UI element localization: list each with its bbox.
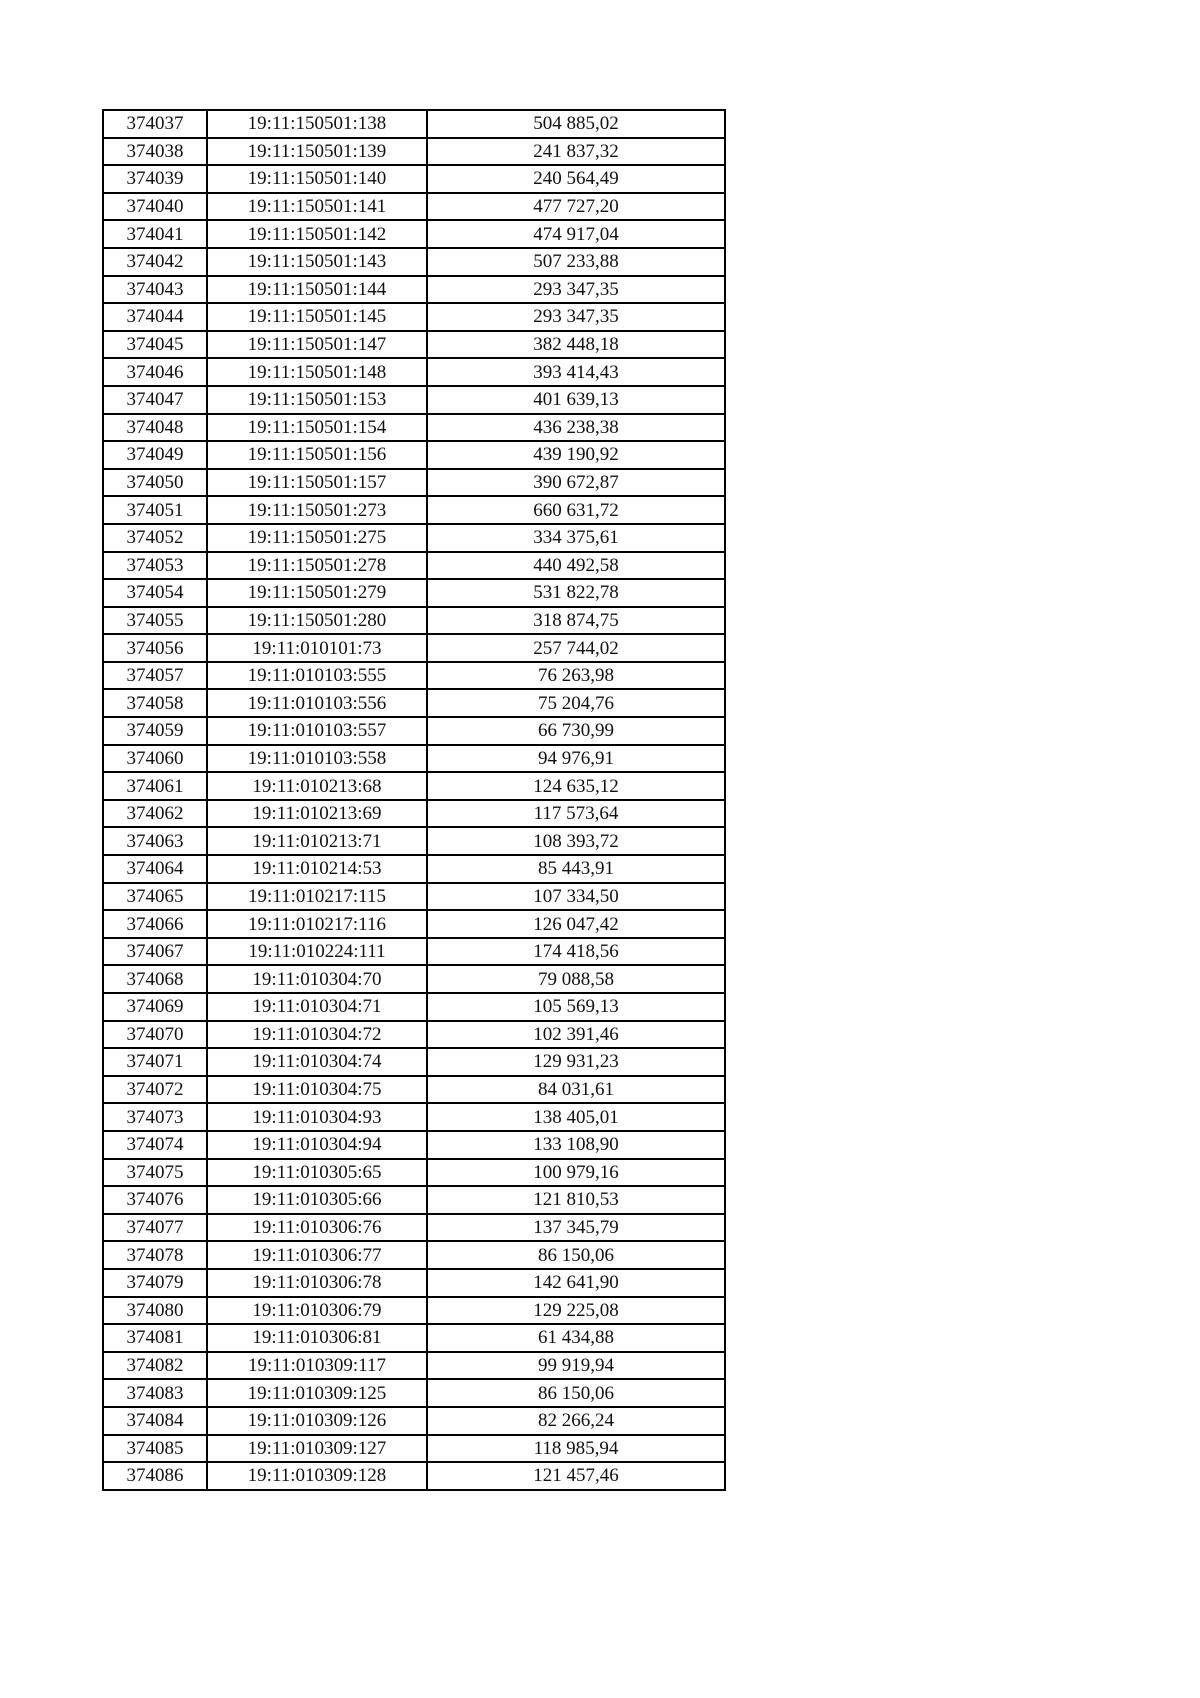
row-number-cell: 374065 (103, 883, 207, 911)
cadastral-number-cell: 19:11:010217:116 (207, 910, 427, 938)
cadastral-number-cell: 19:11:010309:117 (207, 1352, 427, 1380)
cadastral-number-cell: 19:11:010309:127 (207, 1435, 427, 1463)
table-row (103, 331, 725, 359)
cadastral-value-cell: 82 266,24 (427, 1407, 725, 1435)
cadastral-value-cell: 76 263,98 (427, 662, 725, 690)
table-row (103, 662, 725, 690)
cadastral-number-cell: 19:11:010217:115 (207, 883, 427, 911)
cadastral-number-cell: 19:11:010304:75 (207, 1076, 427, 1104)
cadastral-number-cell: 19:11:150501:154 (207, 414, 427, 442)
cadastral-value-cell: 94 976,91 (427, 745, 725, 773)
row-number-cell: 374077 (103, 1214, 207, 1242)
cadastral-value-cell: 107 334,50 (427, 883, 725, 911)
row-number-cell: 374044 (103, 303, 207, 331)
cadastral-value-cell: 477 727,20 (427, 193, 725, 221)
table-row (103, 772, 725, 800)
cadastral-number-cell: 19:11:010304:70 (207, 965, 427, 993)
table-row (103, 524, 725, 552)
row-number-cell: 374084 (103, 1407, 207, 1435)
table-row (103, 138, 725, 166)
table-row (103, 634, 725, 662)
table-row (103, 414, 725, 442)
cadastral-value-cell: 121 810,53 (427, 1186, 725, 1214)
cadastral-number-cell: 19:11:010305:65 (207, 1159, 427, 1187)
cadastral-value-cell: 474 917,04 (427, 220, 725, 248)
cadastral-value-cell: 142 641,90 (427, 1269, 725, 1297)
cadastral-value-cell: 241 837,32 (427, 138, 725, 166)
row-number-cell: 374072 (103, 1076, 207, 1104)
row-number-cell: 374040 (103, 193, 207, 221)
cadastral-number-cell: 19:11:010306:77 (207, 1241, 427, 1269)
table-row (103, 993, 725, 1021)
table-row (103, 1103, 725, 1131)
cadastral-value-cell: 436 238,38 (427, 414, 725, 442)
row-number-cell: 374043 (103, 276, 207, 304)
cadastral-number-cell: 19:11:150501:273 (207, 496, 427, 524)
cadastral-value-cell: 66 730,99 (427, 717, 725, 745)
row-number-cell: 374085 (103, 1435, 207, 1463)
cadastral-number-cell: 19:11:150501:275 (207, 524, 427, 552)
cadastral-number-cell: 19:11:010306:78 (207, 1269, 427, 1297)
table-row (103, 717, 725, 745)
table-row (103, 358, 725, 386)
cadastral-value-cell: 100 979,16 (427, 1159, 725, 1187)
row-number-cell: 374082 (103, 1352, 207, 1380)
row-number-cell: 374064 (103, 855, 207, 883)
cadastral-value-cell: 401 639,13 (427, 386, 725, 414)
cadastral-number-cell: 19:11:010214:53 (207, 855, 427, 883)
table-row (103, 607, 725, 635)
row-number-cell: 374062 (103, 800, 207, 828)
cadastral-value-cell: 133 108,90 (427, 1131, 725, 1159)
row-number-cell: 374086 (103, 1462, 207, 1490)
row-number-cell: 374049 (103, 441, 207, 469)
cadastral-number-cell: 19:11:010306:76 (207, 1214, 427, 1242)
table-row (103, 1241, 725, 1269)
cadastral-value-cell: 84 031,61 (427, 1076, 725, 1104)
cadastral-number-cell: 19:11:010305:66 (207, 1186, 427, 1214)
cadastral-number-cell: 19:11:010309:125 (207, 1379, 427, 1407)
cadastral-number-cell: 19:11:010224:111 (207, 938, 427, 966)
row-number-cell: 374057 (103, 662, 207, 690)
cadastral-number-cell: 19:11:010306:79 (207, 1297, 427, 1325)
table-row (103, 386, 725, 414)
row-number-cell: 374076 (103, 1186, 207, 1214)
table-row (103, 1462, 725, 1490)
cadastral-number-cell: 19:11:150501:140 (207, 165, 427, 193)
row-number-cell: 374050 (103, 469, 207, 497)
row-number-cell: 374068 (103, 965, 207, 993)
row-number-cell: 374081 (103, 1324, 207, 1352)
cadastral-value-cell: 118 985,94 (427, 1435, 725, 1463)
cadastral-value-cell: 390 672,87 (427, 469, 725, 497)
table-row (103, 165, 725, 193)
cadastral-number-cell: 19:11:010304:74 (207, 1048, 427, 1076)
table-row (103, 552, 725, 580)
cadastral-value-cell: 440 492,58 (427, 552, 725, 580)
cadastral-value-cell: 86 150,06 (427, 1379, 725, 1407)
cadastral-value-cell: 126 047,42 (427, 910, 725, 938)
table-row (103, 1435, 725, 1463)
table-row (103, 1379, 725, 1407)
table-row (103, 855, 725, 883)
cadastral-value-cell: 75 204,76 (427, 689, 725, 717)
cadastral-number-cell: 19:11:010309:128 (207, 1462, 427, 1490)
cadastral-value-cell: 124 635,12 (427, 772, 725, 800)
cadastral-number-cell: 19:11:010213:68 (207, 772, 427, 800)
table-row (103, 469, 725, 497)
cadastral-value-cell: 240 564,49 (427, 165, 725, 193)
table-row (103, 883, 725, 911)
row-number-cell: 374078 (103, 1241, 207, 1269)
row-number-cell: 374069 (103, 993, 207, 1021)
cadastral-value-cell: 79 088,58 (427, 965, 725, 993)
row-number-cell: 374075 (103, 1159, 207, 1187)
cadastral-value-cell: 85 443,91 (427, 855, 725, 883)
table-row (103, 110, 725, 138)
row-number-cell: 374038 (103, 138, 207, 166)
row-number-cell: 374071 (103, 1048, 207, 1076)
table-row (103, 193, 725, 221)
cadastral-number-cell: 19:11:010103:557 (207, 717, 427, 745)
cadastral-number-cell: 19:11:010309:126 (207, 1407, 427, 1435)
cadastral-number-cell: 19:11:150501:278 (207, 552, 427, 580)
table-row (103, 1324, 725, 1352)
cadastral-number-cell: 19:11:150501:148 (207, 358, 427, 386)
row-number-cell: 374066 (103, 910, 207, 938)
cadastral-value-cell: 108 393,72 (427, 827, 725, 855)
cadastral-number-cell: 19:11:010213:69 (207, 800, 427, 828)
table-row (103, 938, 725, 966)
cadastral-value-cell: 257 744,02 (427, 634, 725, 662)
cadastral-number-cell: 19:11:150501:139 (207, 138, 427, 166)
row-number-cell: 374058 (103, 689, 207, 717)
cadastral-value-cell: 117 573,64 (427, 800, 725, 828)
table-row (103, 1021, 725, 1049)
cadastral-value-cell: 393 414,43 (427, 358, 725, 386)
cadastral-number-cell: 19:11:150501:145 (207, 303, 427, 331)
table-row (103, 910, 725, 938)
cadastral-value-cell: 382 448,18 (427, 331, 725, 359)
cadastral-number-cell: 19:11:150501:147 (207, 331, 427, 359)
row-number-cell: 374061 (103, 772, 207, 800)
row-number-cell: 374053 (103, 552, 207, 580)
table-row (103, 1297, 725, 1325)
cadastral-value-cell: 86 150,06 (427, 1241, 725, 1269)
cadastral-value-cell: 105 569,13 (427, 993, 725, 1021)
cadastral-number-cell: 19:11:150501:141 (207, 193, 427, 221)
row-number-cell: 374070 (103, 1021, 207, 1049)
table-body (103, 110, 725, 1490)
table-row (103, 1214, 725, 1242)
cadastral-number-cell: 19:11:010306:81 (207, 1324, 427, 1352)
table-row (103, 689, 725, 717)
table-row (103, 827, 725, 855)
row-number-cell: 374063 (103, 827, 207, 855)
row-number-cell: 374074 (103, 1131, 207, 1159)
row-number-cell: 374042 (103, 248, 207, 276)
row-number-cell: 374080 (103, 1297, 207, 1325)
cadastral-value-cell: 507 233,88 (427, 248, 725, 276)
cadastral-value-cell: 660 631,72 (427, 496, 725, 524)
cadastral-number-cell: 19:11:010304:94 (207, 1131, 427, 1159)
cadastral-number-cell: 19:11:010103:556 (207, 689, 427, 717)
cadastral-value-cell: 129 225,08 (427, 1297, 725, 1325)
cadastral-value-cell: 121 457,46 (427, 1462, 725, 1490)
cadastral-number-cell: 19:11:150501:279 (207, 579, 427, 607)
table-row (103, 248, 725, 276)
table-row (103, 579, 725, 607)
row-number-cell: 374051 (103, 496, 207, 524)
cadastral-number-cell: 19:11:150501:153 (207, 386, 427, 414)
row-number-cell: 374045 (103, 331, 207, 359)
row-number-cell: 374073 (103, 1103, 207, 1131)
cadastral-value-cell: 318 874,75 (427, 607, 725, 635)
cadastral-number-cell: 19:11:010101:73 (207, 634, 427, 662)
cadastral-number-cell: 19:11:150501:138 (207, 110, 427, 138)
row-number-cell: 374055 (103, 607, 207, 635)
cadastral-number-cell: 19:11:010304:93 (207, 1103, 427, 1131)
cadastral-value-cell: 129 931,23 (427, 1048, 725, 1076)
cadastral-number-cell: 19:11:010304:72 (207, 1021, 427, 1049)
cadastral-number-cell: 19:11:150501:157 (207, 469, 427, 497)
cadastral-value-cell: 531 822,78 (427, 579, 725, 607)
table-row (103, 441, 725, 469)
cadastral-number-cell: 19:11:010103:558 (207, 745, 427, 773)
cadastral-value-cell: 293 347,35 (427, 276, 725, 304)
row-number-cell: 374048 (103, 414, 207, 442)
cadastral-value-cell: 174 418,56 (427, 938, 725, 966)
row-number-cell: 374060 (103, 745, 207, 773)
cadastral-number-cell: 19:11:010213:71 (207, 827, 427, 855)
row-number-cell: 374039 (103, 165, 207, 193)
cadastral-number-cell: 19:11:010103:555 (207, 662, 427, 690)
table-row (103, 1186, 725, 1214)
row-number-cell: 374037 (103, 110, 207, 138)
cadastral-number-cell: 19:11:150501:144 (207, 276, 427, 304)
table-row (103, 1352, 725, 1380)
cadastral-number-cell: 19:11:010304:71 (207, 993, 427, 1021)
row-number-cell: 374059 (103, 717, 207, 745)
table-row (103, 496, 725, 524)
cadastral-value-table (102, 109, 726, 1491)
table-row (103, 276, 725, 304)
table-row (103, 1131, 725, 1159)
cadastral-value-cell: 137 345,79 (427, 1214, 725, 1242)
row-number-cell: 374056 (103, 634, 207, 662)
row-number-cell: 374067 (103, 938, 207, 966)
cadastral-value-cell: 61 434,88 (427, 1324, 725, 1352)
cadastral-value-cell: 334 375,61 (427, 524, 725, 552)
row-number-cell: 374052 (103, 524, 207, 552)
table-row (103, 745, 725, 773)
cadastral-value-cell: 504 885,02 (427, 110, 725, 138)
table-row (103, 1076, 725, 1104)
cadastral-value-cell: 102 391,46 (427, 1021, 725, 1049)
table-row (103, 1159, 725, 1187)
row-number-cell: 374054 (103, 579, 207, 607)
row-number-cell: 374083 (103, 1379, 207, 1407)
table-row (103, 1048, 725, 1076)
cadastral-number-cell: 19:11:150501:143 (207, 248, 427, 276)
table-row (103, 800, 725, 828)
row-number-cell: 374041 (103, 220, 207, 248)
cadastral-number-cell: 19:11:150501:156 (207, 441, 427, 469)
cadastral-number-cell: 19:11:150501:280 (207, 607, 427, 635)
cadastral-value-cell: 99 919,94 (427, 1352, 725, 1380)
table-row (103, 965, 725, 993)
table-row (103, 220, 725, 248)
table-row (103, 1407, 725, 1435)
table-row (103, 1269, 725, 1297)
cadastral-value-cell: 293 347,35 (427, 303, 725, 331)
row-number-cell: 374047 (103, 386, 207, 414)
row-number-cell: 374046 (103, 358, 207, 386)
table-row (103, 303, 725, 331)
row-number-cell: 374079 (103, 1269, 207, 1297)
cadastral-value-cell: 439 190,92 (427, 441, 725, 469)
cadastral-value-cell: 138 405,01 (427, 1103, 725, 1131)
cadastral-number-cell: 19:11:150501:142 (207, 220, 427, 248)
